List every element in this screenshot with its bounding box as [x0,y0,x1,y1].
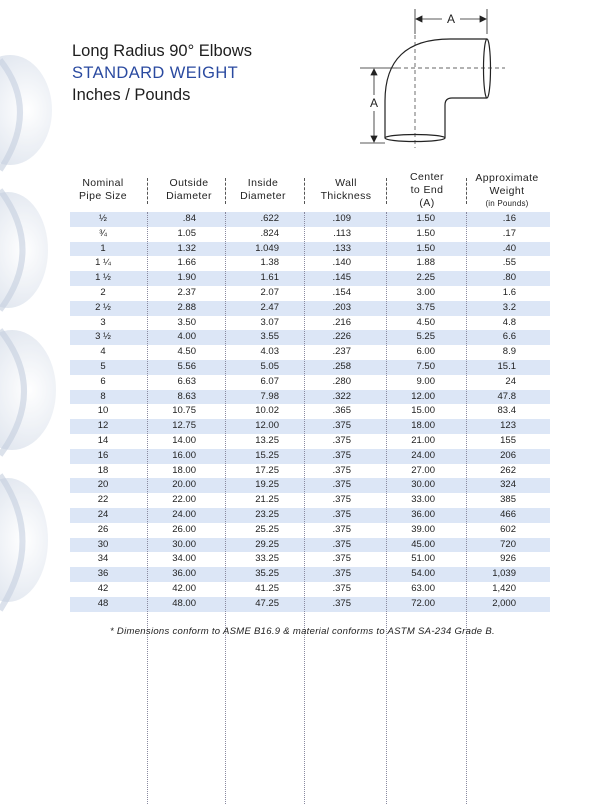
header-text: Nominal [82,177,124,189]
cell-wall-thickness: .375 [332,434,351,446]
cell-inside-diameter: 2.47 [260,301,279,313]
cell-wall-thickness: .280 [332,375,351,387]
header-text: Thickness [320,190,372,202]
dimensions-table [70,168,550,612]
cell-wall-thickness: .133 [332,242,351,254]
cell-approximate-weight: 1,039 [492,568,516,580]
cell-wall-thickness: .375 [332,420,351,432]
cell-outside-diameter: 4.50 [177,346,196,358]
cell-wall-thickness: .375 [332,479,351,491]
cell-nominal-pipe-size: 6 [100,375,106,387]
cell-approximate-weight: 3.2 [502,301,516,313]
table-row [70,360,550,375]
cell-inside-diameter: 47.25 [255,597,279,609]
cell-outside-diameter: 42.00 [172,582,196,594]
cell-center-to-end: 1.88 [416,257,435,269]
cell-wall-thickness: .375 [332,449,351,461]
cell-inside-diameter: 19.25 [255,479,279,491]
table-row [70,552,550,567]
header-text: Pipe Size [79,190,127,202]
cell-wall-thickness: .375 [332,553,351,565]
cell-nominal-pipe-size: 24 [97,508,109,520]
cell-approximate-weight: 47.8 [497,390,516,402]
header-separator [466,178,467,204]
cell-wall-thickness: .375 [332,582,351,594]
cell-center-to-end: 5.25 [416,331,435,343]
cell-inside-diameter: 6.07 [260,375,279,387]
cell-wall-thickness: .216 [332,316,351,328]
cell-inside-diameter: 10.02 [255,405,279,417]
table-row [70,301,550,316]
cell-center-to-end: 1.50 [416,213,435,224]
cell-nominal-pipe-size: 18 [97,464,109,476]
cell-outside-diameter: 26.00 [172,523,196,535]
table-row [70,286,550,301]
cell-approximate-weight: 926 [500,553,516,565]
header-center-to-end [382,168,472,212]
cell-inside-diameter: 1.38 [260,257,279,269]
header-nominal-pipe-size [58,168,148,212]
product-title: Long Radius 90° Elbows [72,42,252,60]
header-text: (A) [419,196,435,209]
cell-approximate-weight: 83.4 [497,405,516,417]
cell-nominal-pipe-size: 34 [97,553,109,565]
cell-inside-diameter: 25.25 [255,523,279,535]
table-row [70,256,550,271]
header-text: to End [410,183,444,196]
header-separator [386,178,387,204]
cell-nominal-pipe-size: ¾ [99,227,107,239]
cell-wall-thickness: .375 [332,568,351,580]
cell-nominal-pipe-size: 30 [97,538,109,550]
cell-approximate-weight: 262 [500,464,516,476]
header-text: Approximate [475,171,539,184]
cell-outside-diameter: 14.00 [172,434,196,446]
cell-approximate-weight: 2,000 [492,597,516,609]
cell-approximate-weight: .17 [502,227,516,239]
cell-center-to-end: 45.00 [411,538,435,550]
cell-outside-diameter: 1.05 [177,227,196,239]
table-row [70,271,550,286]
cell-nominal-pipe-size: 8 [100,390,106,402]
cell-wall-thickness: .375 [332,597,351,609]
column-separator [466,212,467,804]
cell-inside-diameter: 33.25 [255,553,279,565]
cell-inside-diameter: .824 [260,227,279,239]
cell-outside-diameter: 12.75 [172,420,196,432]
cell-nominal-pipe-size: 14 [97,434,109,446]
cell-inside-diameter: 3.07 [260,316,279,328]
cell-center-to-end: 72.00 [411,597,435,609]
cell-inside-diameter: 3.55 [260,331,279,343]
weight-class-subtitle: STANDARD WEIGHT [72,64,239,82]
header-text: Wall [335,177,357,189]
header-text: Inside [247,177,279,189]
table-row [70,508,550,523]
cell-outside-diameter: 1.66 [177,257,196,269]
cell-nominal-pipe-size: 16 [97,449,109,461]
cell-inside-diameter: 29.25 [255,538,279,550]
cell-center-to-end: 63.00 [411,582,435,594]
cell-center-to-end: 30.00 [411,479,435,491]
cell-center-to-end: 1.50 [416,227,435,239]
cell-nominal-pipe-size: 1 ½ [95,272,111,284]
cell-inside-diameter: 17.25 [255,464,279,476]
cell-nominal-pipe-size: 42 [97,582,109,594]
table-row [70,419,550,434]
cell-nominal-pipe-size: 12 [97,420,109,432]
cell-wall-thickness: .375 [332,494,351,506]
cell-outside-diameter: 6.63 [177,375,196,387]
cell-center-to-end: 4.50 [416,316,435,328]
table-row [70,478,550,493]
cell-approximate-weight: .40 [502,242,516,254]
cell-center-to-end: 51.00 [411,553,435,565]
cell-center-to-end: 1.50 [416,242,435,254]
background-decoration [0,0,70,678]
cell-nominal-pipe-size: 2 ½ [95,301,111,313]
elbow-shape [385,39,491,142]
cell-nominal-pipe-size: 10 [97,405,109,417]
cell-inside-diameter: 2.07 [260,286,279,298]
cell-approximate-weight: 4.8 [502,316,516,328]
cell-inside-diameter: 7.98 [260,390,279,402]
cell-inside-diameter: 21.25 [255,494,279,506]
cell-nominal-pipe-size: ½ [99,213,107,224]
cell-nominal-pipe-size: 20 [97,479,109,491]
cell-nominal-pipe-size: 22 [97,494,109,506]
cell-wall-thickness: .145 [332,272,351,284]
cell-wall-thickness: .237 [332,346,351,358]
cell-center-to-end: 15.00 [411,405,435,417]
cell-approximate-weight: 15.1 [497,360,516,372]
table-row [70,449,550,464]
cell-outside-diameter: 24.00 [172,508,196,520]
header-inside-diameter [218,168,308,212]
cell-nominal-pipe-size: 48 [97,597,109,609]
table-row [70,316,550,331]
table-row [70,375,550,390]
dimension-label-top: A [446,12,456,26]
header-text: Diameter [240,190,286,202]
cell-outside-diameter: 5.56 [177,360,196,372]
cell-center-to-end: 24.00 [411,449,435,461]
header-unit-note: (in Pounds) [485,198,529,208]
header-approximate-weight [462,168,552,212]
cell-wall-thickness: .140 [332,257,351,269]
cell-inside-diameter: 35.25 [255,568,279,580]
elbow-diagram [355,5,515,150]
cell-approximate-weight: 466 [500,508,516,520]
column-separator [147,212,148,804]
cell-wall-thickness: .258 [332,360,351,372]
cell-center-to-end: 2.25 [416,272,435,284]
cell-wall-thickness: .322 [332,390,351,402]
cell-outside-diameter: 36.00 [172,568,196,580]
table-header [70,168,550,212]
title-block [72,40,252,106]
cell-nominal-pipe-size: 5 [100,360,106,372]
cell-center-to-end: 21.00 [411,434,435,446]
dimension-label-side: A [369,96,379,110]
cell-approximate-weight: 385 [500,494,516,506]
cell-wall-thickness: .365 [332,405,351,417]
cell-outside-diameter: 2.37 [177,286,196,298]
cell-inside-diameter: 4.03 [260,346,279,358]
cell-wall-thickness: .154 [332,286,351,298]
cell-inside-diameter: .622 [260,213,279,224]
cell-outside-diameter: 1.90 [177,272,196,284]
cell-approximate-weight: 1,420 [492,582,516,594]
header-text: Outside [169,177,209,189]
table-row [70,538,550,553]
cell-inside-diameter: 23.25 [255,508,279,520]
cell-wall-thickness: .109 [332,213,351,224]
cell-approximate-weight: 720 [500,538,516,550]
header-text: Center [410,170,444,183]
cell-center-to-end: 9.00 [416,375,435,387]
cell-nominal-pipe-size: 4 [100,346,106,358]
cell-inside-diameter: 15.25 [255,449,279,461]
cell-approximate-weight: 1.6 [502,286,516,298]
cell-outside-diameter: 48.00 [172,597,196,609]
cell-center-to-end: 3.75 [416,301,435,313]
table-row [70,493,550,508]
cell-nominal-pipe-size: 3 ½ [95,331,111,343]
table-row [70,464,550,479]
cell-outside-diameter: 18.00 [172,464,196,476]
cell-outside-diameter: 8.63 [177,390,196,402]
cell-inside-diameter: 1.049 [255,242,279,254]
cell-center-to-end: 6.00 [416,346,435,358]
cell-center-to-end: 36.00 [411,508,435,520]
table-row [70,404,550,419]
cell-outside-diameter: 3.50 [177,316,196,328]
cell-approximate-weight: .16 [502,213,516,224]
cell-nominal-pipe-size: 26 [97,523,109,535]
cell-center-to-end: 54.00 [411,568,435,580]
footnote: * Dimensions conform to ASME B16.9 & material conforms to ASTM SA-234 Grade B. [110,626,495,637]
column-separator [225,212,226,804]
column-separator [386,212,387,804]
cell-outside-diameter: 4.00 [177,331,196,343]
header-text: Weight [489,184,525,197]
cell-outside-diameter: 2.88 [177,301,196,313]
cell-inside-diameter: 1.61 [260,272,279,284]
units-subtitle: Inches / Pounds [72,86,191,104]
table-row [70,582,550,597]
cell-inside-diameter: 13.25 [255,434,279,446]
table-row [70,242,550,257]
cell-center-to-end: 33.00 [411,494,435,506]
cell-outside-diameter: .84 [182,213,196,224]
cell-approximate-weight: .55 [502,257,516,269]
header-separator [225,178,226,204]
cell-center-to-end: 12.00 [411,390,435,402]
cell-wall-thickness: .375 [332,538,351,550]
cell-outside-diameter: 22.00 [172,494,196,506]
column-separator [304,212,305,804]
cell-inside-diameter: 41.25 [255,582,279,594]
table-row [70,434,550,449]
cell-approximate-weight: 155 [500,434,516,446]
table-row [70,390,550,405]
cell-approximate-weight: 123 [500,420,516,432]
cell-approximate-weight: .80 [502,272,516,284]
cell-center-to-end: 39.00 [411,523,435,535]
cell-outside-diameter: 16.00 [172,449,196,461]
cell-approximate-weight: 602 [500,523,516,535]
cell-center-to-end: 3.00 [416,286,435,298]
cell-wall-thickness: .226 [332,331,351,343]
cell-approximate-weight: 24 [505,375,516,387]
cell-wall-thickness: .375 [332,464,351,476]
header-wall-thickness [301,168,391,212]
cell-wall-thickness: .375 [332,523,351,535]
table-row [70,597,550,612]
cell-center-to-end: 18.00 [411,420,435,432]
cell-outside-diameter: 1.32 [177,242,196,254]
cell-nominal-pipe-size: 3 [100,316,106,328]
cell-wall-thickness: .113 [333,227,351,239]
cell-approximate-weight: 324 [500,479,516,491]
cell-nominal-pipe-size: 36 [97,568,109,580]
cell-outside-diameter: 30.00 [172,538,196,550]
header-separator [147,178,148,204]
cell-outside-diameter: 20.00 [172,479,196,491]
header-separator [304,178,305,204]
cell-nominal-pipe-size: 2 [100,286,106,298]
cell-nominal-pipe-size: 1 ¼ [95,257,111,269]
cell-approximate-weight: 6.6 [502,331,516,343]
table-row [70,567,550,582]
cell-center-to-end: 27.00 [411,464,435,476]
table-row [70,345,550,360]
cell-wall-thickness: .203 [332,301,351,313]
cell-inside-diameter: 5.05 [260,360,279,372]
cell-wall-thickness: .375 [332,508,351,520]
header-text: Diameter [166,190,212,202]
table-row [70,330,550,345]
cell-inside-diameter: 12.00 [255,420,279,432]
cell-center-to-end: 7.50 [416,360,435,372]
table-body [70,212,550,612]
cell-outside-diameter: 10.75 [172,405,196,417]
table-row [70,212,550,227]
table-row [70,227,550,242]
cell-approximate-weight: 8.9 [502,346,516,358]
cell-approximate-weight: 206 [500,449,516,461]
cell-nominal-pipe-size: 1 [100,242,106,254]
table-row [70,523,550,538]
cell-outside-diameter: 34.00 [172,553,196,565]
